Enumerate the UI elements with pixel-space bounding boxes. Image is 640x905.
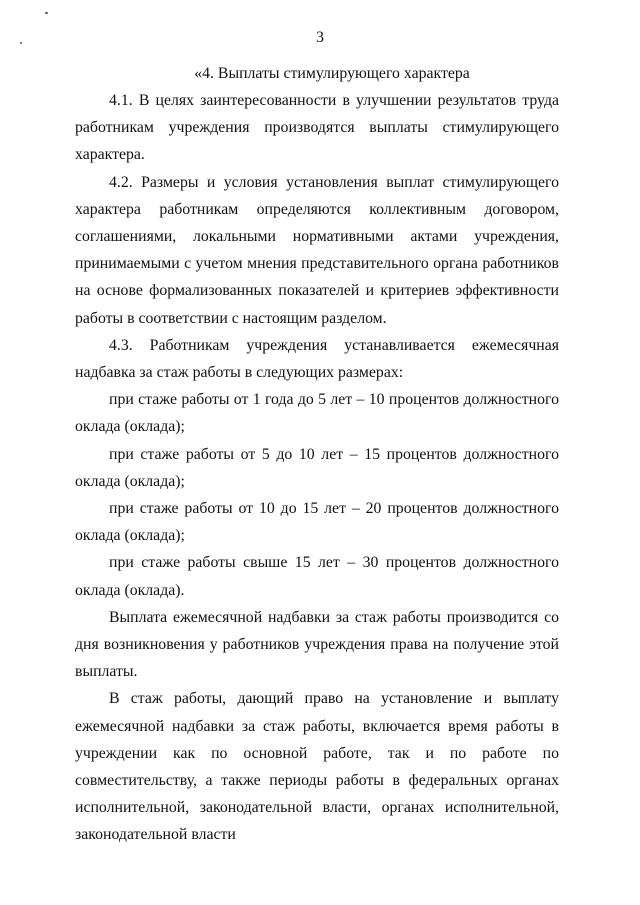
paragraph-4-2: 4.2. Размеры и условия установления выплат стимулирующего характера работникам определяются коллективным договором, соглашениями, локальными нормативными актами учреждения, принимаемыми с учетом мнения представительного органа работников на основе формализованных показателей и критериев эффективности работы в соответствии с настоящим разделом. (75, 173, 559, 327)
list-item-1-5-years: при стаже работы от 1 года до 5 лет – 10 процентов должностного оклада (оклада); (75, 391, 559, 436)
scan-speck-1 (45, 12, 48, 14)
document-body (75, 60, 559, 849)
list-item-10-15-years: при стаже работы от 10 до 15 лет – 20 процентов должностного оклада (оклада); (75, 500, 559, 545)
page-number: 3 (316, 29, 324, 46)
paragraph-payment-start: Выплата ежемесячной надбавки за стаж работы производится со дня возникновения у работников учреждения права на получение этой выплаты. (75, 608, 559, 681)
paragraph-length-of-service: В стаж работы, дающий право на установление и выплату ежемесячной надбавки за стаж работы, включается время работы в учреждении как по основной работе, так и по работе по совместительству, а также периоды работы в федеральных органах исполнительной, законодательной власти, органах исполнительной, законодательной власти (75, 690, 559, 844)
list-item-over-15-years: при стаже работы свыше 15 лет – 30 процентов должностного оклада (оклада). (75, 554, 559, 599)
section-heading: «4. Выплаты стимулирующего характера (194, 65, 470, 82)
paragraph-4-3: 4.3. Работникам учреждения устанавливается ежемесячная надбавка за стаж работы в следующих размерах: (75, 336, 559, 382)
list-item-5-10-years: при стаже работы от 5 до 10 лет – 15 процентов должностного оклада (оклада); (75, 445, 559, 490)
paragraph-4-1: 4.1. В целях заинтересованности в улучшении результатов труда работникам учреждения производятся выплаты стимулирующего характера. (75, 92, 559, 164)
